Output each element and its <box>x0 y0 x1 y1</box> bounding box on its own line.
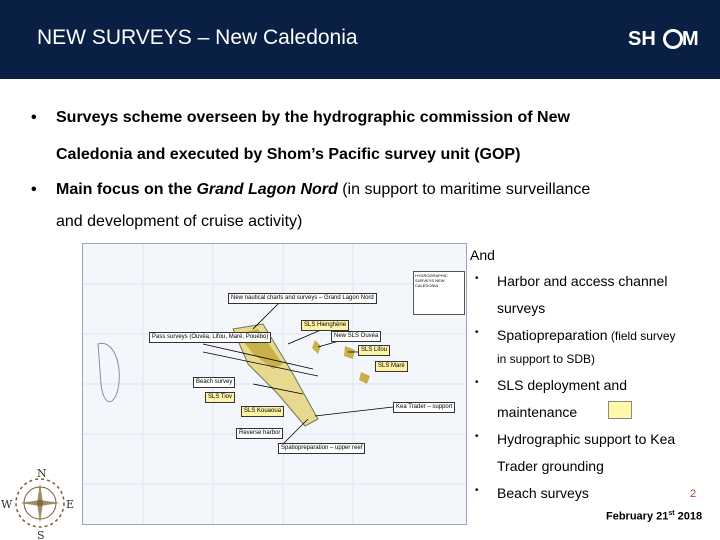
map-label-sls-tiov: SLS Tiov <box>205 392 235 403</box>
legend-swatch-yellow <box>608 401 632 419</box>
bullet-dot: • <box>31 181 37 198</box>
map-legend: HYDROGRAPHIC SURVEYS NEW CALEDONIA <box>413 271 465 315</box>
bullet-dot: • <box>475 327 479 338</box>
right-item-2-line2: in support to SDB) <box>497 352 596 366</box>
bullet-2-line2: and development of cruise activity) <box>56 213 303 230</box>
map-label-sls-mare: SLS Maré <box>375 361 408 372</box>
map-label-kea-trader: Kea Trader – support <box>393 402 455 413</box>
logo-ring-icon <box>663 29 683 49</box>
slide-title: NEW SURVEYS – New Caledonia <box>37 26 358 49</box>
compass-e: E <box>66 498 75 511</box>
map-label-spatiopreparation: Spatiopreparation – upper reef <box>278 443 365 454</box>
bullet-dot: • <box>475 273 479 284</box>
right-item-1-line2: surveys <box>497 300 546 316</box>
bullet-2-suffix: (in support to maritime surveillance <box>337 181 591 198</box>
bullet-1-line2: Caledonia and executed by Shom’s Pacific survey unit (GOP) <box>56 146 521 163</box>
map-label-sls-hienghene: SLS Hienghène <box>301 320 349 331</box>
bullet-1-line1: Surveys scheme overseen by the hydrographic commission of New <box>56 109 570 126</box>
date-month-day: February 21 <box>606 510 669 523</box>
compass-n: N <box>37 467 47 480</box>
compass-s: S <box>37 529 45 540</box>
map-label-sls-kouaoua: SLS Kouaoua <box>241 406 284 417</box>
shom-logo <box>628 28 708 52</box>
right-item-2-line1-rest: (field survey <box>607 329 676 343</box>
right-item-5-line1: Beach surveys <box>497 485 589 501</box>
right-item-4-line2: Trader grounding <box>497 458 604 474</box>
compass-rose-icon <box>0 463 80 540</box>
bullet-dot: • <box>475 377 479 388</box>
right-heading: And <box>470 247 495 263</box>
bullet-2-prefix: Main focus on the <box>56 181 197 198</box>
date-suffix: st <box>668 510 675 517</box>
right-item-5 <box>475 485 589 501</box>
map-label-sls-lifou: SLS Lifou <box>358 345 390 356</box>
right-item-2-line1: Spatiopreparation <box>497 327 608 343</box>
logo-text-left: SH <box>628 28 656 50</box>
right-item-3-line2: maintenance <box>497 404 578 420</box>
right-item-1 <box>475 273 668 289</box>
survey-map <box>82 243 467 525</box>
right-item-2 <box>475 327 676 343</box>
title-bar <box>0 0 720 79</box>
map-label-nautical-charts: New nautical charts and surveys – Grand Lagon Nord <box>228 293 377 304</box>
bullet-2-emphasis: Grand Lagon Nord <box>196 181 338 198</box>
bullet-dot: • <box>475 485 479 496</box>
map-label-pass-surveys: Pass surveys (Ouvéa, Lifou, Maré, Pouébo) <box>149 332 271 343</box>
compass-w: W <box>1 498 13 511</box>
bullet-1 <box>31 109 570 127</box>
bullet-dot: • <box>31 109 37 126</box>
right-item-4 <box>475 431 676 447</box>
logo-text-right: M <box>682 28 699 50</box>
date-year: 2018 <box>677 510 703 523</box>
map-label-reverse-harbor: Reverse harbor <box>236 428 283 439</box>
page-number: 2 <box>690 488 697 500</box>
bullet-2 <box>31 181 591 199</box>
bullet-dot: • <box>475 431 479 442</box>
map-graphic <box>83 244 466 524</box>
slide-date <box>606 510 702 523</box>
right-item-3 <box>475 377 627 393</box>
right-item-4-line1: Hydrographic support to Kea <box>497 431 676 447</box>
map-label-new-sls-ouvea: New SLS Ouvéa <box>331 331 381 342</box>
right-item-3-line1: SLS deployment and <box>497 377 627 393</box>
map-label-beach-survey: Beach survey <box>193 377 235 388</box>
right-item-1-line1: Harbor and access channel <box>497 273 668 289</box>
